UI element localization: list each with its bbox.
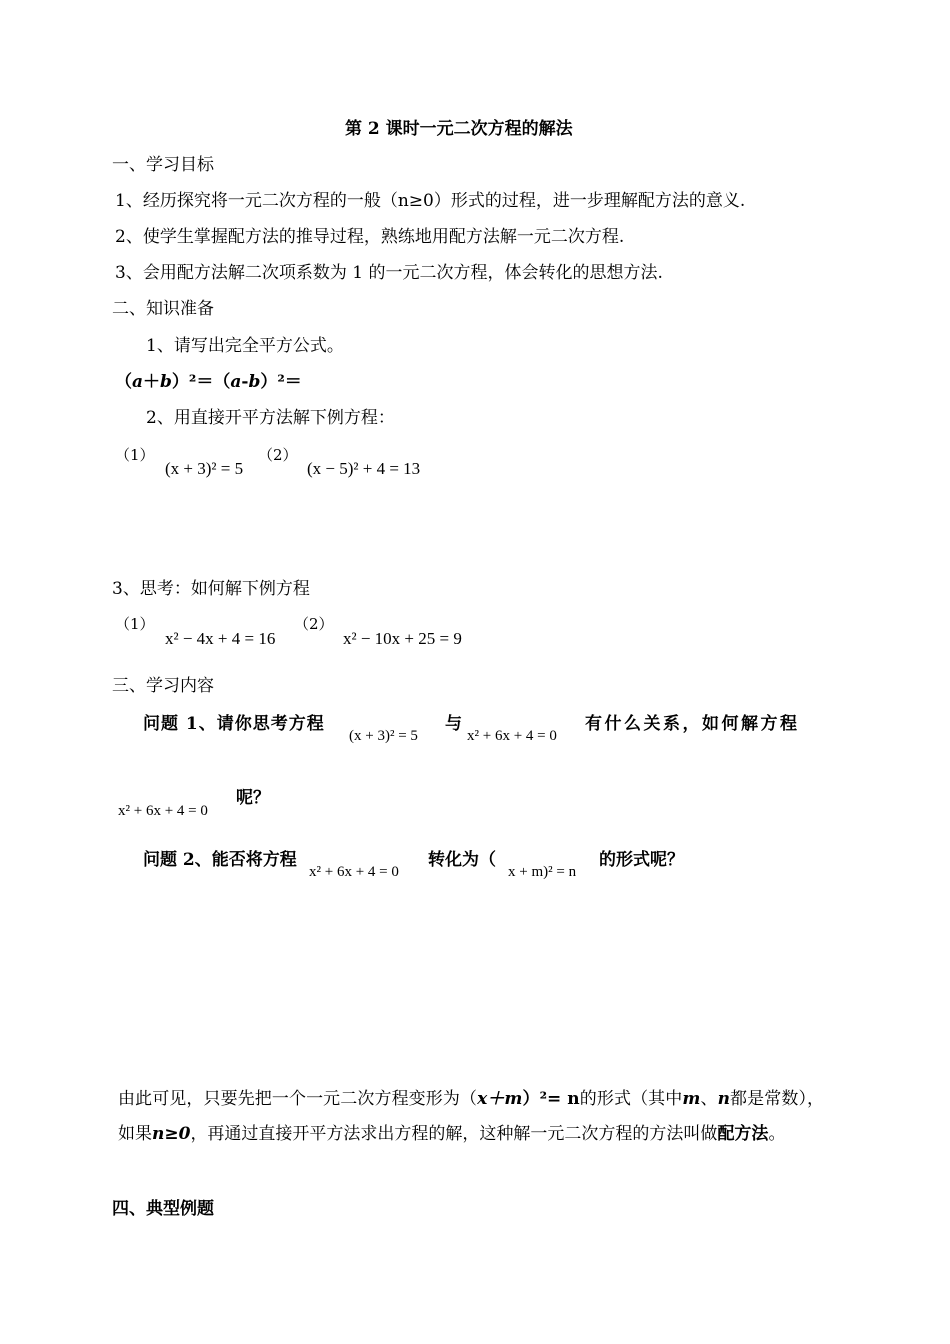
problem-1-end: 呢？ [236, 788, 270, 808]
problem-1-prefix: 问题 1、请你思考方程 [143, 714, 325, 734]
section-heading-goals: 一、学习目标 [112, 155, 214, 175]
equation: (x + 3)² = 5 [349, 728, 418, 744]
problem-2-suffix: 的形式呢？ [599, 850, 684, 870]
problem-2-mid: 转化为（ [428, 850, 496, 870]
equation: (x + 3)² = 5 [165, 459, 244, 478]
equation: x² + 6x + 4 = 0 [118, 803, 208, 819]
goal-item: 1、经历探究将一元二次方程的一般（n≥0）形式的过程，进一步理解配方法的意义. [115, 191, 746, 211]
equation: x + m)² = n [508, 864, 577, 880]
equation-label: （1） [115, 446, 155, 464]
equation: (x − 5)² + 4 = 13 [307, 459, 421, 478]
section-heading-examples: 四、典型例题 [112, 1199, 214, 1219]
square-formula: （a＋b）²＝（a-b）²＝ [115, 372, 302, 392]
equation-label: （1） [115, 615, 155, 633]
equation: x² + 6x + 4 = 0 [467, 728, 557, 744]
equation-label: （2） [258, 446, 298, 464]
section-heading-prep: 二、知识准备 [112, 299, 214, 319]
equation: x² − 10x + 25 = 9 [343, 629, 462, 648]
prep-question-3: 3、思考：如何解下例方程 [112, 579, 310, 599]
conclusion-paragraph: 由此可见，只要先把一个一元二次方程变形为（x＋m）²= n的形式（其中m、n都是常数），如果n≥0，再通过直接开平方法求出方程的解，这种解一元二次方程的方法叫做配方法。 [118, 1089, 825, 1144]
goal-item: 2、使学生掌握配方法的推导过程，熟练地用配方法解一元二次方程. [115, 227, 625, 247]
prep-question-1: 1、请写出完全平方公式。 [146, 336, 344, 356]
problem-2-prefix: 问题 2、能否将方程 [143, 850, 297, 870]
prep-question-2: 2、用直接开平方法解下例方程： [146, 408, 395, 428]
problem-1-suffix: 有什么关系，如何解方程 [585, 714, 800, 734]
section-heading-content: 三、学习内容 [112, 676, 214, 696]
equation-label: （2） [294, 615, 334, 633]
goal-item: 3、会用配方法解二次项系数为 1 的一元二次方程，体会转化的思想方法. [115, 263, 663, 283]
equation: x² − 4x + 4 = 16 [165, 629, 276, 648]
problem-1-mid: 与 [445, 714, 462, 734]
page-title: 第 2 课时一元二次方程的解法 [345, 119, 573, 139]
equation: x² + 6x + 4 = 0 [309, 864, 399, 880]
